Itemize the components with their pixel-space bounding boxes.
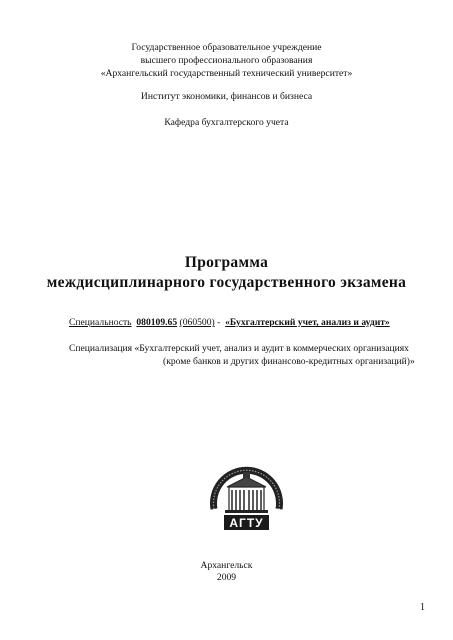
specialty-old-code: (060500) bbox=[179, 317, 215, 328]
city: Архангельск bbox=[200, 560, 253, 571]
logo-text: АГТУ bbox=[229, 516, 264, 530]
specialty-dash: - bbox=[217, 317, 221, 328]
specialty-label: Специальность bbox=[69, 317, 132, 328]
institution-header bbox=[0, 41, 453, 80]
specialization-block bbox=[69, 342, 415, 368]
department-name: Кафедра бухгалтерского учета bbox=[164, 117, 289, 128]
building-icon bbox=[225, 472, 268, 513]
specialty-line bbox=[69, 317, 390, 328]
specialty-name: «Бухгалтерский учет, анализ и аудит» bbox=[225, 317, 390, 328]
title-line-2: междисциплинарного государственного экзамена bbox=[46, 274, 407, 291]
header-line-2: высшего профессионального образования bbox=[140, 55, 313, 66]
year: 2009 bbox=[216, 572, 237, 583]
specialization-line-2: (кроме банков и других финансово-кредитных организаций)» bbox=[163, 356, 415, 367]
institute-name: Институт экономики, финансов и бизнеса bbox=[140, 91, 313, 102]
publication-info bbox=[0, 560, 453, 584]
page-number: 1 bbox=[420, 602, 425, 613]
specialization-line-1: Специализация «Бухгалтерский учет, анализ и аудит в коммерческих организациях bbox=[69, 343, 409, 354]
header-line-1: Государственное образовательное учреждение bbox=[131, 42, 322, 53]
title-line-1: Программа bbox=[184, 254, 269, 271]
university-logo bbox=[209, 463, 284, 535]
header-line-3: «Архангельский государственный технический университет» bbox=[100, 68, 353, 79]
specialty-code: 080109.65 bbox=[136, 317, 178, 328]
document-title bbox=[0, 253, 453, 293]
